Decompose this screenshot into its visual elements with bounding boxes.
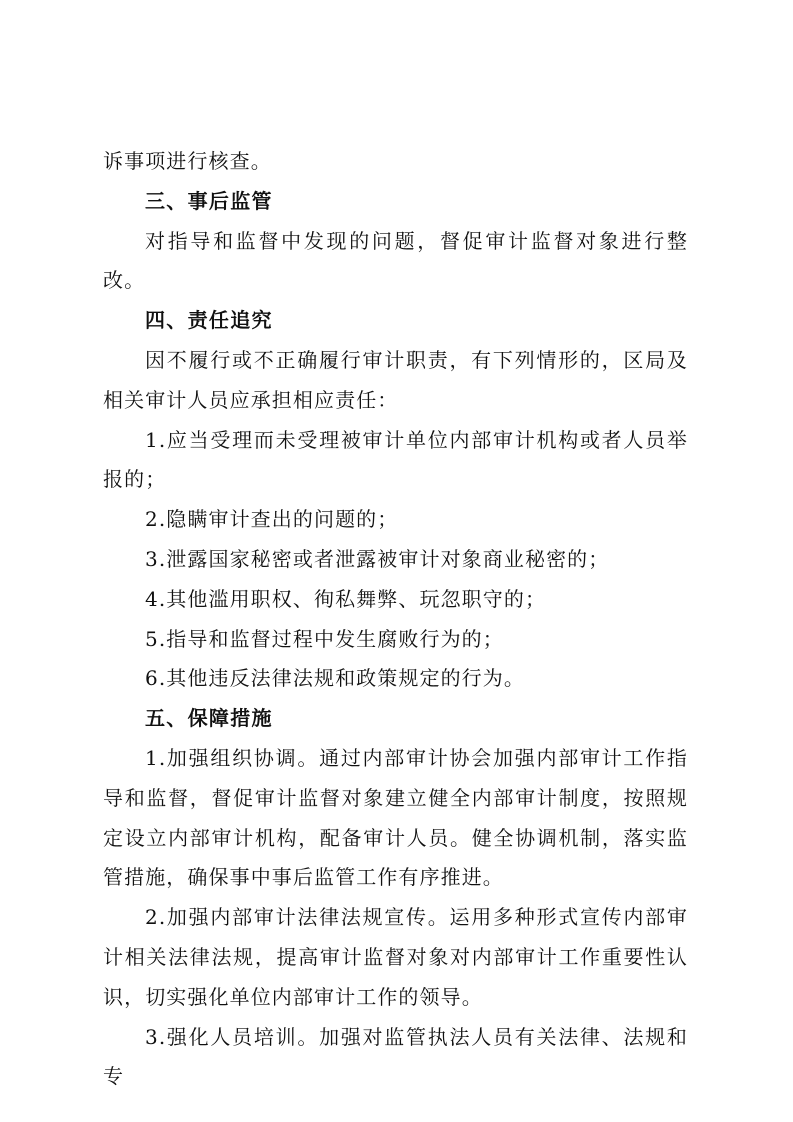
section-heading-safeguards: 五、保障措施	[145, 706, 273, 731]
paragraph-continuation: 诉事项进行核查。	[103, 149, 272, 173]
section-heading-post-supervision: 三、事后监管	[145, 188, 273, 213]
paragraph-rectification: 对指导和监督中发现的问题，督促审计监督对象进行整改。	[103, 228, 688, 293]
paragraph-safeguard-3: 3.强化人员培训。加强对监管执法人员有关法律、法规和专	[103, 1024, 688, 1089]
list-item-3: 3.泄露国家秘密或者泄露被审计对象商业秘密的；	[145, 546, 610, 571]
paragraph-safeguard-1: 1.加强组织协调。通过内部审计协会加强内部审计工作指导和监督，督促审计监督对象建立健全内部审计制度，按照规定设立内部审计机构，配备审计人员。健全协调机制，落实监管措施，确保事中事后监管工作有序推进。	[103, 745, 688, 890]
list-item-6: 6.其他违反法律法规和政策规定的行为。	[145, 666, 525, 691]
paragraph-safeguard-2: 2.加强内部审计法律法规宣传。运用多种形式宣传内部审计相关法律法规，提高审计监督对象对内部审计工作重要性认识，切实强化单位内部审计工作的领导。	[103, 905, 688, 1009]
list-item-4: 4.其他滥用职权、徇私舞弊、玩忽职守的；	[145, 586, 547, 611]
paragraph-accountability-intro: 因不履行或不正确履行审计职责，有下列情形的，区局及相关审计人员应承担相应责任：	[103, 347, 688, 412]
document-body	[103, 142, 688, 1097]
list-item-1: 1.应当受理而未受理被审计单位内部审计机构或者人员举报的；	[103, 427, 688, 492]
section-heading-accountability: 四、责任追究	[145, 308, 273, 333]
list-item-5: 5.指导和监督过程中发生腐败行为的；	[145, 626, 504, 651]
list-item-2: 2.隐瞒审计查出的问题的；	[145, 507, 399, 532]
